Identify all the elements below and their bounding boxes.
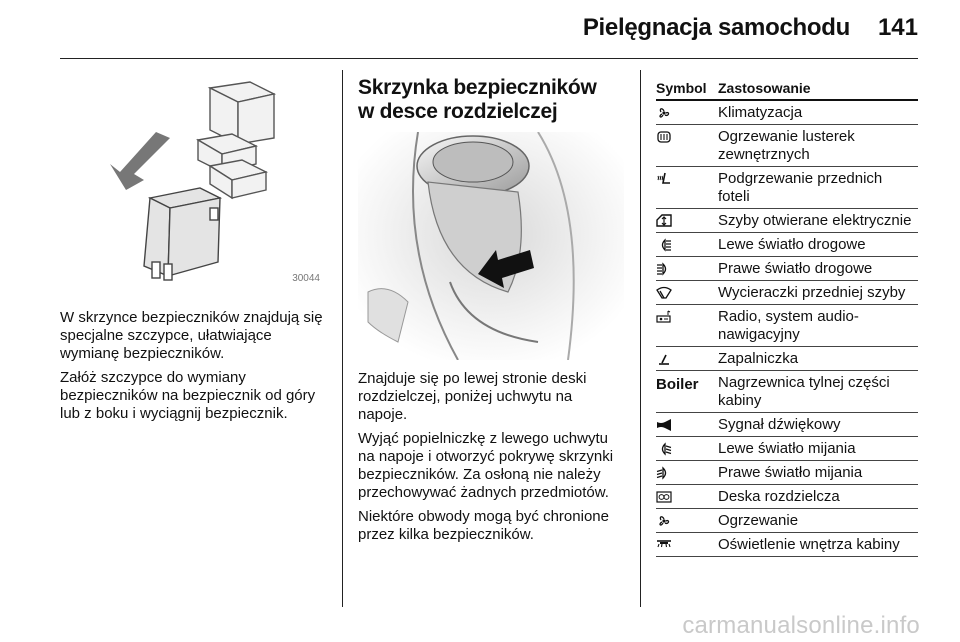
power-window-icon bbox=[656, 212, 718, 230]
table-body bbox=[656, 101, 918, 557]
high-beam-left-icon bbox=[656, 236, 718, 254]
table-row bbox=[656, 485, 918, 509]
section-heading-line1: Skrzynka bezpieczników bbox=[358, 76, 597, 99]
low-beam-right-icon bbox=[656, 464, 718, 482]
table-row bbox=[656, 305, 918, 347]
header-rule bbox=[60, 58, 918, 59]
column-divider-1 bbox=[342, 70, 343, 607]
seat-heating-icon bbox=[656, 170, 718, 206]
insert-arrow bbox=[110, 132, 170, 190]
fuse-table bbox=[656, 80, 918, 557]
usage-text: Wycieraczki przedniej szyby bbox=[718, 284, 906, 301]
dashboard-photo bbox=[358, 132, 624, 360]
fuse bbox=[144, 188, 220, 280]
table-row bbox=[656, 347, 918, 371]
fan-icon bbox=[656, 104, 718, 122]
usage-text: Deska rozdzielcza bbox=[718, 488, 840, 505]
fuse-puller bbox=[198, 82, 274, 198]
paragraph: Niektóre obwody mogą być chronione przez kilka bezpieczników. bbox=[358, 508, 609, 543]
mirror-heating-icon bbox=[656, 128, 718, 164]
header-usage: Zastosowanie bbox=[718, 80, 811, 96]
table-row bbox=[656, 209, 918, 233]
interior-light-icon bbox=[656, 536, 718, 554]
table-row bbox=[656, 281, 918, 305]
fuse-puller-drawing bbox=[60, 80, 326, 290]
page-header bbox=[583, 14, 918, 42]
paragraph: W skrzynce bezpieczników znajdują się specjalne szczypce, ułatwiające wymianę bezpieczników. bbox=[60, 309, 323, 362]
symbol-text: Boiler bbox=[656, 376, 699, 393]
fuse-puller-illustration bbox=[60, 80, 326, 290]
column-left-text bbox=[60, 309, 326, 423]
table-row bbox=[656, 461, 918, 485]
column-middle bbox=[358, 76, 624, 550]
section-heading bbox=[358, 76, 624, 124]
column-left bbox=[60, 80, 326, 429]
column-middle-text bbox=[358, 370, 624, 544]
fan-icon bbox=[656, 512, 718, 530]
instrument-panel-icon bbox=[656, 488, 718, 506]
table-header bbox=[656, 80, 918, 101]
header-symbol: Symbol bbox=[656, 80, 707, 96]
page-title: Pielęgnacja samochodu bbox=[582, 14, 850, 41]
watermark: carmanualsonline.info bbox=[682, 612, 920, 639]
usage-text: Ogrzewanie lusterek zewnętrznych bbox=[718, 128, 855, 163]
table-row bbox=[656, 101, 918, 125]
usage-text: Ogrzewanie bbox=[718, 512, 799, 529]
usage-text: Lewe światło mijania bbox=[718, 440, 856, 457]
figure-number: 30044 bbox=[292, 273, 320, 284]
usage-text: Radio, system audio-nawigacyjny bbox=[718, 308, 859, 343]
table-row bbox=[656, 125, 918, 167]
usage-text: Prawe światło drogowe bbox=[718, 260, 873, 277]
usage-text: Szyby otwierane elektrycznie bbox=[718, 212, 912, 229]
section-heading-line2: w desce rozdzielczej bbox=[358, 100, 558, 123]
usage-text: Prawe światło mijania bbox=[718, 464, 863, 481]
paragraph: Znajduje się po lewej stronie deski rozdzielczej, poniżej uchwytu na napoje. bbox=[358, 370, 587, 423]
page-number: 141 bbox=[877, 14, 918, 41]
dashboard-drawing bbox=[358, 132, 624, 360]
table-row bbox=[656, 167, 918, 209]
paragraph: Załóż szczypce do wymiany bezpieczników na bezpiecznik od góry lub z boku i wyciągnij bezpiecznik. bbox=[60, 369, 316, 422]
high-beam-right-icon bbox=[656, 260, 718, 278]
usage-text: Oświetlenie wnętrza kabiny bbox=[718, 536, 900, 553]
low-beam-left-icon bbox=[656, 440, 718, 458]
cigarette-lighter-icon bbox=[656, 350, 718, 368]
table-row bbox=[656, 509, 918, 533]
table-row bbox=[656, 533, 918, 557]
table-row bbox=[656, 233, 918, 257]
table-row bbox=[656, 371, 918, 413]
column-divider-2 bbox=[640, 70, 641, 607]
table-row bbox=[656, 437, 918, 461]
radio-icon bbox=[656, 308, 718, 344]
table-row bbox=[656, 257, 918, 281]
usage-text: Zapalniczka bbox=[718, 350, 799, 367]
wiper-icon bbox=[656, 284, 718, 302]
usage-text: Nagrzewnica tylnej części kabiny bbox=[718, 374, 890, 409]
usage-text: Klimatyzacja bbox=[718, 104, 803, 121]
usage-text: Lewe światło drogowe bbox=[718, 236, 866, 253]
paragraph: Wyjąć popielniczkę z lewego uchwytu na napoje i otworzyć pokrywę skrzynki bezpieczników. Za osłoną nie należy przechowywać żadnych przedmiotów. bbox=[358, 430, 614, 501]
horn-icon bbox=[656, 416, 718, 434]
usage-text: Sygnał dźwiękowy bbox=[718, 416, 841, 433]
usage-text: Podgrzewanie przednich foteli bbox=[718, 170, 883, 205]
table-row bbox=[656, 413, 918, 437]
